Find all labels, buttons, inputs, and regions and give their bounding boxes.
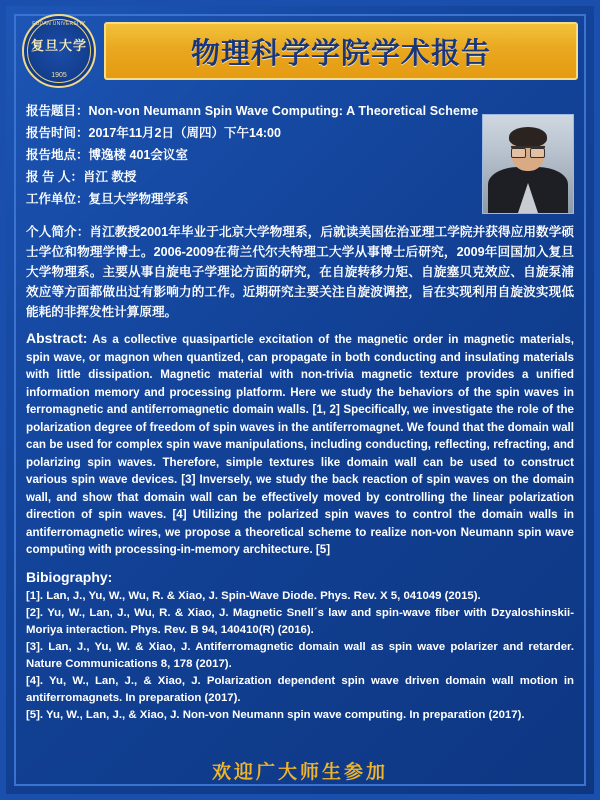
meta-label-time: 报告时间： [26,126,89,140]
university-logo [22,14,96,88]
logo-year: 1905 [51,72,67,79]
abstract-heading: Abstract: [26,330,88,346]
poster-footer [6,757,594,784]
bibliography-item: [1]. Lan, J., Yu, W., Wu, R. & Xiao, J. Spin-Wave Diode. Phys. Rev. X 5, 041049 (2015). [26,589,481,602]
meta-value-title: Non-von Neumann Spin Wave Computing: A Theoretical Scheme [88,104,479,118]
poster-header [6,6,594,96]
bibliography-item: [3]. Lan, J., Yu, W. & Xiao, J. Antiferromagnetic domain wall as spin wave polarizer and retarder. Nature Communications 8, 178 (2017). [26,641,574,670]
meta-value-speaker: 肖江 教授 [82,170,137,184]
logo-chinese-name: 复旦大学 [30,38,87,53]
meta-value-time: 2017年11月2日（周四）下午14:00 [88,126,281,140]
bibliography-heading: Bibiography: [26,568,113,585]
photo-hair [509,127,547,147]
welcome-message: 欢迎广大师生参加 [211,761,388,783]
meta-label-location: 报告地点： [26,148,89,162]
meta-label-speaker: 报 告 人： [26,170,83,184]
meta-label-affiliation: 工作单位： [26,192,89,206]
glasses-icon [511,146,545,155]
abstract-section [26,330,574,559]
speaker-biography: 个人简介：肖江教授2001年毕业于北京大学物理系，后就读美国佐治亚理工学院并获得应用数学硕士学位和物理学博士。2006-2009在荷兰代尔夫特理工大学从事博士后研究，2009年回国加入复旦大学物理系。主要从事自旋电子学理论方面的研究，在自旋转移力矩、自旋塞贝克效应、自旋泵浦效应等方面都做出过有影响力的工作。近期研究主要关注自旋波调控，旨在实现利用自旋波实现低能耗的非挥发性计算原理。 [26,225,574,319]
bibliography-item: [2]. Yu, W., Lan, J., Wu, R. & Xiao, J. Magnetic Snell´s law and spin-wave fiber with Dzyaloshinskii-Moriya interaction. Phys. Rev. B 94, 140410(R) (2016). [26,607,574,636]
bibliography-section [26,569,574,724]
poster-title-banner [104,22,578,80]
meta-label-title: 报告题目： [26,104,89,118]
bibliography-item: [4]. Yu, W., Lan, J., & Xiao, J. Polarization dependent spin wave driven domain wall motion in antiferromagnets. In preparation (2017). [26,675,574,704]
speaker-photo [482,114,574,214]
page-title: 物理科学学院学术报告 [190,35,491,70]
meta-value-location: 博逸楼 401会议室 [88,148,188,162]
meta-value-affiliation: 复旦大学物理学系 [88,192,189,206]
talk-metadata [26,100,574,218]
bibliography-item: [5]. Yu, W., Lan, J., & Xiao, J. Non-von Neumann spin wave computing. In preparation (2017). [26,709,525,721]
logo-english-name: FUDAN UNIVERSITY [32,21,86,27]
poster-content [6,96,594,724]
abstract-text: As a collective quasiparticle excitation of the magnetic order in magnetic materials, spin wave, or magnon when quantized, can propagate in both conducting and insulating materials with little dissipation. Magnetic material with non-trivia magnetic texture provides a unified information memory and processing platform. Here we study the behaviors of the spin waves in ferromagnetic and antiferromagnetic domain walls. [1, 2] Specifically, we investigate the role of the polarization degree of freedom of spin waves in the antiferromagnet. We found that the domain wall can be used for complex spin wave manipulations, including conducting, reflecting, refracting, and polarizing spin waves. Therefore, simple textures like domain wall can be used to construct various spin wave devices. [3] Inversely, we study the back reaction of spin waves on the domain wall, and show that domain wall can be effectively moved by controlling the linear polarization direction of spin waves. [4] Utilizing the polarized spin waves to control the domain walls in antiferromagnetic wires, we propose a theoretical scheme to realize non-von Neumann spin wave computing with processing-in-memory architecture. [5] [26,333,574,556]
